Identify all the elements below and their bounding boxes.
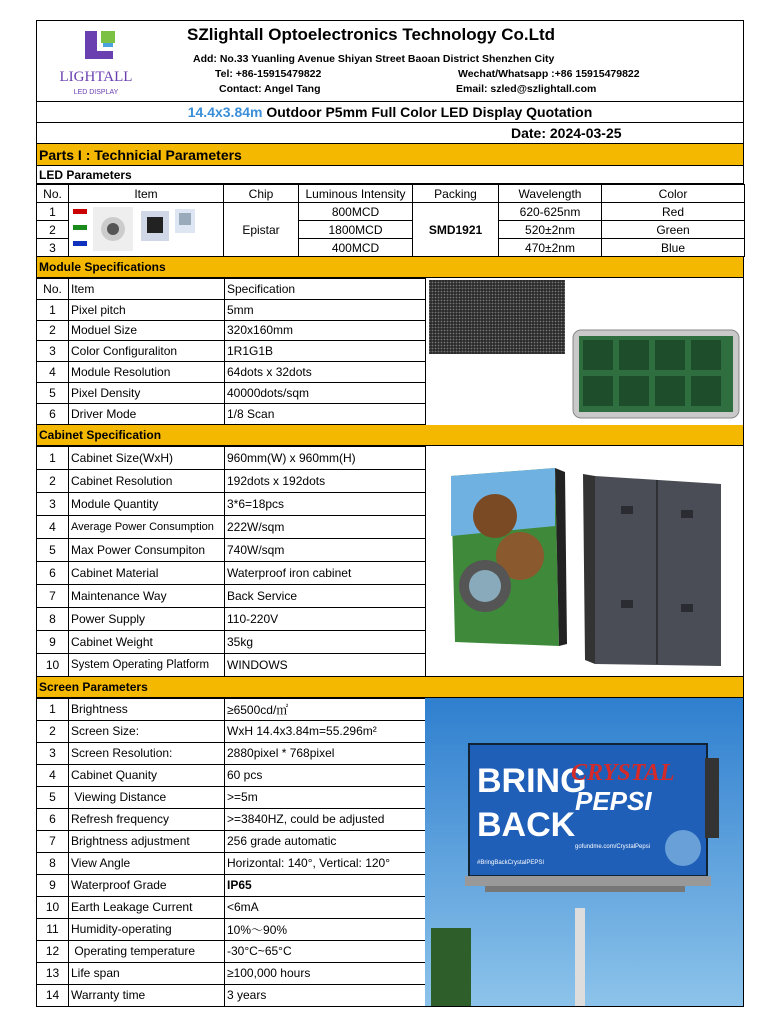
row-number: 4 (37, 515, 69, 538)
color-cell: Blue (602, 239, 745, 257)
header-cell: Item (69, 185, 224, 203)
table-row (37, 830, 426, 852)
row-number: 5 (37, 382, 69, 403)
item-cell: Pixel pitch (69, 299, 225, 320)
table-row (37, 808, 426, 830)
logo-subtext: LED DISPLAY (73, 89, 119, 96)
company-address: Add: No.33 Yuanling Avenue Shiyan Street Baoan District Shenzhen City (193, 53, 555, 65)
spec-cell: IP65 (225, 874, 426, 896)
table-row (37, 362, 426, 383)
billboard-bring: BRING (477, 761, 587, 800)
spec-cell: <6mA (225, 896, 426, 918)
quotation-title (36, 101, 744, 123)
screen-parameters-heading: Screen Parameters (36, 677, 744, 698)
row-number: 7 (37, 584, 69, 607)
spec-cell: Waterproof iron cabinet (225, 561, 426, 584)
billboard-image (425, 698, 744, 1007)
spec-cell: 1/8 Scan (225, 403, 426, 424)
row-number: 14 (37, 984, 69, 1006)
table-row (37, 515, 426, 538)
row-number: 2 (37, 320, 69, 341)
row-number: 10 (37, 896, 69, 918)
table-row (37, 299, 426, 320)
color-cell: Green (602, 221, 745, 239)
spec-cell: 256 grade automatic (225, 830, 426, 852)
spec-cell: 320x160mm (225, 320, 426, 341)
spec-cell: WxH 14.4x3.84m=55.296m² (225, 720, 426, 742)
header-cell: Item (69, 279, 225, 300)
item-cell: Maintenance Way (69, 584, 225, 607)
header-cell: Luminous Intensity (299, 185, 413, 203)
item-cell: Power Supply (69, 607, 225, 630)
row-number: 2 (37, 469, 69, 492)
table-row (37, 607, 426, 630)
table-row (37, 630, 426, 653)
row-number: 2 (37, 221, 69, 239)
table-row (37, 742, 426, 764)
item-cell: Viewing Distance (69, 786, 225, 808)
spec-cell: 64dots x 32dots (225, 362, 426, 383)
screen-parameters-table (36, 698, 426, 1007)
spec-cell: 960mm(W) x 960mm(H) (225, 446, 426, 469)
item-cell: Cabinet Quanity (69, 764, 225, 786)
header-cell: Specification (225, 279, 426, 300)
table-row (37, 492, 426, 515)
item-cell: Color Configuraliton (69, 341, 225, 362)
table-row (37, 786, 426, 808)
row-number: 2 (37, 720, 69, 742)
company-tel: Tel: +86-15915479822 (215, 68, 322, 80)
item-cell: View Angle (69, 852, 225, 874)
row-number: 9 (37, 630, 69, 653)
row-number: 5 (37, 538, 69, 561)
row-number: 8 (37, 852, 69, 874)
billboard-url: gofundme.com/CrystalPepsi (575, 843, 651, 850)
spec-cell: -30°C~65°C (225, 940, 426, 962)
table-row (37, 403, 426, 424)
item-cell: Cabinet Size(WxH) (69, 446, 225, 469)
spec-cell: ≥100,000 hours (225, 962, 426, 984)
document-header (36, 20, 744, 101)
logo-text: LIGHTALL (59, 69, 133, 85)
spec-cell: 5mm (225, 299, 426, 320)
table-row (37, 874, 426, 896)
item-cell: Life span (69, 962, 225, 984)
led-chip-image (69, 203, 224, 257)
row-number: 5 (37, 786, 69, 808)
company-email: Email: szled@szlightall.com (456, 83, 597, 95)
led-parameters-table (36, 184, 745, 257)
color-cell: Red (602, 203, 745, 221)
row-number: 6 (37, 808, 69, 830)
quotation-date: Date: 2024-03-25 (511, 125, 622, 141)
item-cell: Module Quantity (69, 492, 225, 515)
row-number: 4 (37, 362, 69, 383)
item-cell: Brightness (69, 698, 225, 720)
item-cell: Warranty time (69, 984, 225, 1006)
spec-cell: 1R1G1B (225, 341, 426, 362)
table-header-row (37, 185, 745, 203)
row-number: 1 (37, 203, 69, 221)
spec-cell: 740W/sqm (225, 538, 426, 561)
item-cell: Earth Leakage Current (69, 896, 225, 918)
packing-value: SMD1921 (413, 203, 499, 257)
spec-cell: 2880pixel * 768pixel (225, 742, 426, 764)
table-row (37, 918, 426, 940)
row-number: 3 (37, 742, 69, 764)
cabinet-front-image (451, 468, 567, 646)
header-cell: No. (37, 279, 69, 300)
row-number: 6 (37, 403, 69, 424)
row-number: 1 (37, 299, 69, 320)
module-image-area (425, 278, 744, 425)
wavelength-cell: 470±2nm (499, 239, 602, 257)
spec-cell: 3 years (225, 984, 426, 1006)
table-row (37, 896, 426, 918)
row-number: 4 (37, 764, 69, 786)
table-row (37, 940, 426, 962)
table-row (37, 341, 426, 362)
spec-cell: 192dots x 192dots (225, 469, 426, 492)
cabinet-rear-image (583, 474, 721, 666)
spec-cell: Horizontal: 140°, Vertical: 120° (225, 852, 426, 874)
module-front-image (429, 280, 565, 354)
billboard-crystal: CRYSTAL (571, 759, 675, 786)
table-row (37, 720, 426, 742)
table-row (37, 446, 426, 469)
date-bar (36, 123, 744, 144)
cabinet-image-area (425, 446, 744, 677)
billboard-hashtag: #BringBackCrystalPEPSI (477, 859, 545, 866)
item-cell: Brightness adjustment (69, 830, 225, 852)
item-cell: Driver Mode (69, 403, 225, 424)
spec-cell: >=5m (225, 786, 426, 808)
item-cell: Average Power Consumption (69, 515, 225, 538)
title-dimensions: 14.4x3.84m (187, 104, 263, 120)
row-number: 3 (37, 239, 69, 257)
led-parameters-heading: LED Parameters (36, 166, 744, 184)
item-cell: Cabinet Material (69, 561, 225, 584)
header-cell: Chip (224, 185, 299, 203)
item-cell: Moduel Size (69, 320, 225, 341)
billboard-pepsi: PEPSI (575, 785, 652, 816)
part1-heading: Parts I : Technicial Parameters (36, 144, 744, 166)
item-cell: Module Resolution (69, 362, 225, 383)
table-row (37, 584, 426, 607)
luminous-cell: 1800MCD (299, 221, 413, 239)
spec-cell: 3*6=18pcs (225, 492, 426, 515)
row-number: 1 (37, 698, 69, 720)
table-row (37, 984, 426, 1006)
table-row (37, 203, 745, 221)
header-cell: Color (602, 185, 745, 203)
billboard-back: BACK (477, 805, 576, 844)
header-cell: No. (37, 185, 69, 203)
title-text: Outdoor P5mm Full Color LED Display Quotation (262, 104, 593, 120)
item-cell: Humidity-operating (69, 918, 225, 940)
row-number: 11 (37, 918, 69, 940)
item-cell: System Operating Platform (69, 653, 225, 676)
cabinet-specification-heading: Cabinet Specification (36, 425, 744, 446)
item-cell: Waterproof Grade (69, 874, 225, 896)
spec-cell: WINDOWS (225, 653, 426, 676)
item-cell: Cabinet Weight (69, 630, 225, 653)
table-row (37, 653, 426, 676)
row-number: 1 (37, 446, 69, 469)
item-cell: Operating temperature (69, 940, 225, 962)
luminous-cell: 800MCD (299, 203, 413, 221)
item-cell: Screen Resolution: (69, 742, 225, 764)
table-row (37, 469, 426, 492)
item-cell: Pixel Density (69, 382, 225, 403)
company-name: SZlightall Optoelectronics Technology Co.Ltd (187, 25, 556, 44)
table-header-row (37, 279, 426, 300)
table-row (37, 538, 426, 561)
table-row (37, 764, 426, 786)
header-cell: Wavelength (499, 185, 602, 203)
luminous-cell: 400MCD (299, 239, 413, 257)
spec-cell: 222W/sqm (225, 515, 426, 538)
spec-cell: 35kg (225, 630, 426, 653)
spec-cell: Back Service (225, 584, 426, 607)
spec-cell: 110-220V (225, 607, 426, 630)
item-cell: Refresh frequency (69, 808, 225, 830)
item-cell: Screen Size: (69, 720, 225, 742)
wavelength-cell: 520±2nm (499, 221, 602, 239)
row-number: 13 (37, 962, 69, 984)
spec-cell: >=3840HZ, could be adjusted (225, 808, 426, 830)
table-row (37, 698, 426, 720)
spec-cell: 40000dots/sqm (225, 382, 426, 403)
table-row (37, 852, 426, 874)
company-contact: Contact: Angel Tang (219, 83, 321, 95)
company-wechat: Wechat/Whatsapp :+86 15915479822 (458, 68, 640, 80)
row-number: 8 (37, 607, 69, 630)
module-specifications-table (36, 278, 426, 425)
row-number: 3 (37, 341, 69, 362)
header-cell: Packing (413, 185, 499, 203)
spec-cell: ≥6500cd/㎡ (225, 698, 426, 720)
table-row (37, 382, 426, 403)
company-logo (41, 25, 151, 97)
row-number: 10 (37, 653, 69, 676)
spec-cell: 10%～90% (225, 918, 426, 940)
item-cell: Max Power Consumpiton (69, 538, 225, 561)
table-row (37, 320, 426, 341)
spec-cell: 60 pcs (225, 764, 426, 786)
item-cell: Cabinet Resolution (69, 469, 225, 492)
billboard-face (665, 830, 701, 866)
row-number: 12 (37, 940, 69, 962)
row-number: 7 (37, 830, 69, 852)
row-number: 6 (37, 561, 69, 584)
chip-value: Epistar (224, 203, 299, 257)
table-row (37, 962, 426, 984)
row-number: 9 (37, 874, 69, 896)
table-row (37, 561, 426, 584)
wavelength-cell: 620-625nm (499, 203, 602, 221)
cabinet-specification-table (36, 446, 426, 677)
module-specifications-heading: Module Specifications (36, 257, 744, 278)
row-number: 3 (37, 492, 69, 515)
